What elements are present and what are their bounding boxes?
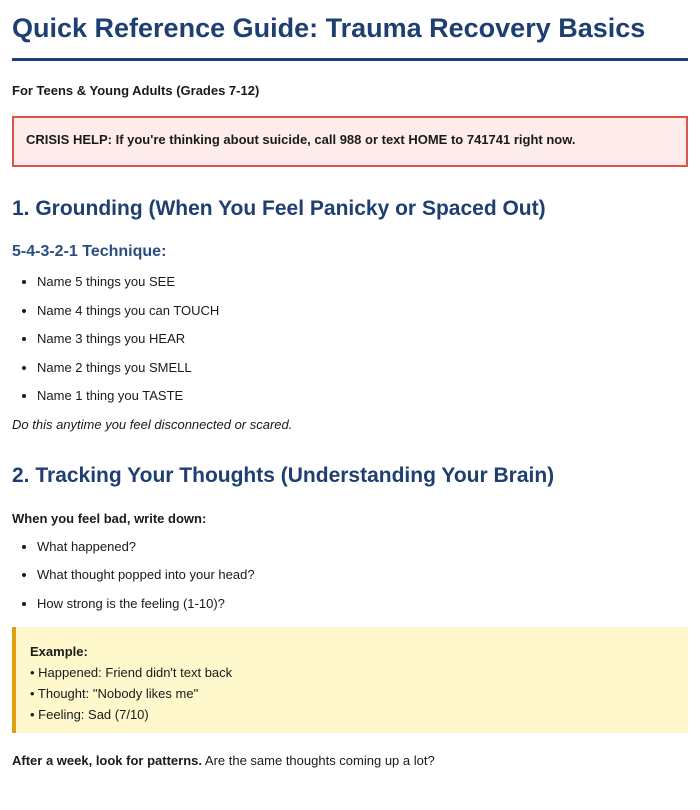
section-tracking-heading: 2. Tracking Your Thoughts (Understanding Your Brain) [12,463,555,487]
list-item: • Name 4 things you can TOUCH [37,303,688,319]
audience-line: For Teens & Young Adults (Grades 7-12) [12,83,260,98]
crisis-label: CRISIS HELP: [26,132,112,147]
section-grounding-heading: 1. Grounding (When You Feel Panicky or Spaced Out) [12,197,546,220]
crisis-help-box [12,116,688,167]
patterns-tip [12,753,688,768]
list-item: • Name 1 thing you TASTE [37,388,688,404]
list-item: • Name 5 things you SEE [37,274,688,290]
example-title: Example: [30,643,88,659]
example-box [12,627,688,733]
list-item: • What happened? [37,539,688,555]
example-line: • Thought: "Nobody likes me" [30,685,199,701]
list-item: • How strong is the feeling (1-10)? [37,596,688,612]
list-item: • What thought popped into your head? [37,567,688,583]
technique-subheading: 5-4-3-2-1 Technique: [12,243,167,260]
crisis-text: If you're thinking about suicide, call 988 or text HOME to 741741 right now. [111,132,576,147]
tracking-lead: When you feel bad, write down: [12,510,207,526]
page-title: Quick Reference Guide: Trauma Recovery Basics [12,0,688,61]
list-item: • Name 2 things you SMELL [37,360,688,376]
grounding-note: Do this anytime you feel disconnected or scared. [12,416,293,432]
example-line: • Feeling: Sad (7/10) [30,706,149,722]
example-line: • Happened: Friend didn't text back [30,664,233,680]
list-item: • Name 3 things you HEAR [37,331,688,347]
tracking-list [12,539,688,612]
patterns-tip-bold: After a week, look for patterns. [12,752,202,768]
grounding-list [12,274,688,404]
patterns-tip-text: Are the same thoughts coming up a lot? [202,752,435,768]
